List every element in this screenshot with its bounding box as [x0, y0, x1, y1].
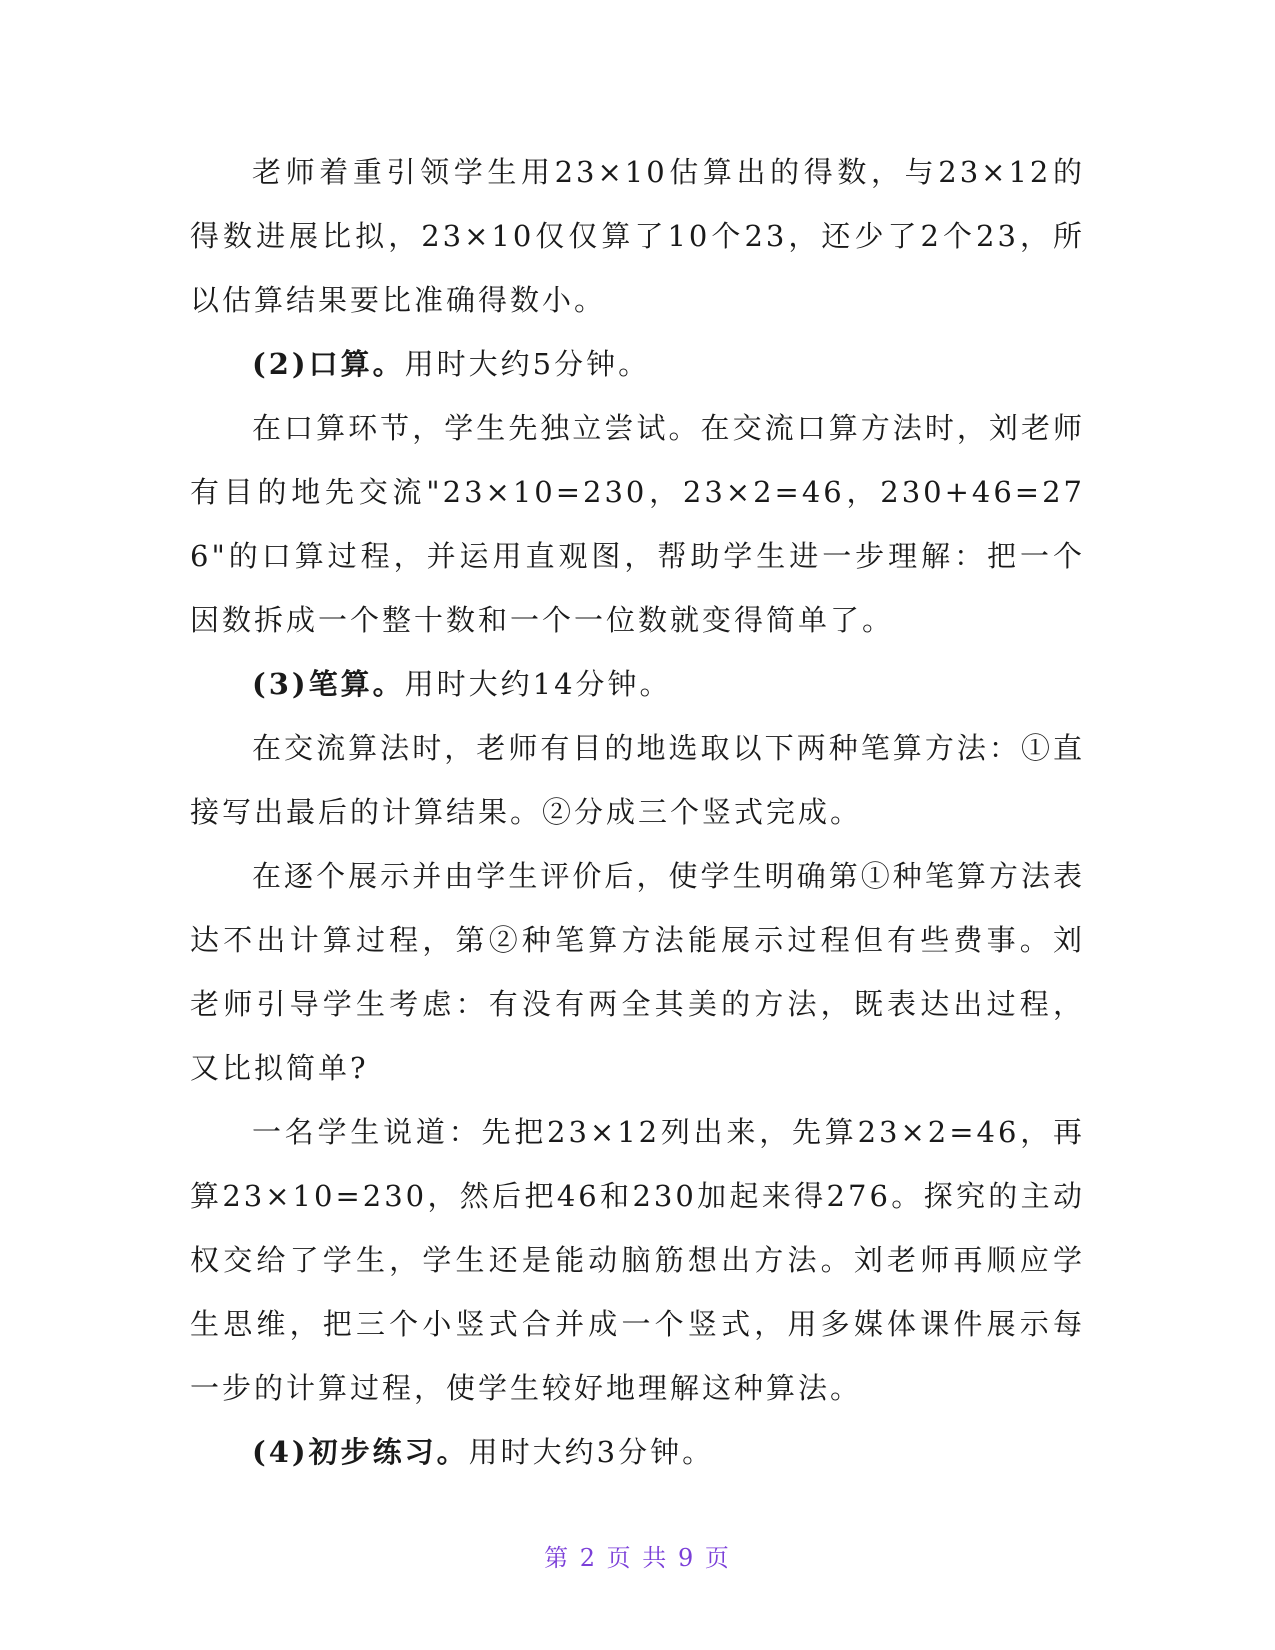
section-heading [190, 1420, 1085, 1484]
paragraph: 一名学生说道：先把23×12列出来，先算23×2=46，再算23×10=230，然后把46和230加起来得276。探究的主动权交给了学生，学生还是能动脑筋想出方法。刘老师再顺应学生思维，把三个小竖式合并成一个竖式，用多媒体课件展示每一步的计算过程，使学生较好地理解这种算法。 [190, 1115, 1085, 1405]
section-label: (4)初步练习。 [252, 1435, 469, 1469]
section-label: (3)笔算。 [252, 667, 405, 701]
paragraph: 在逐个展示并由学生评价后，使学生明确第①种笔算方法表达不出计算过程，第②种笔算方法能展示过程但有些费事。刘老师引导学生考虑：有没有两全其美的方法，既表达出过程，又比拟简单? [190, 859, 1085, 1085]
section-heading [190, 332, 1085, 396]
page-footer: 第 2 页 共 9 页 [544, 1544, 731, 1572]
section-duration: 用时大约3分钟。 [468, 1435, 715, 1469]
section-label: (2)口算。 [252, 347, 405, 381]
document-body [190, 140, 1085, 1484]
paragraph: 在口算环节，学生先独立尝试。在交流口算方法时，刘老师有目的地先交流"23×10=230，23×2=46，230+46=276"的口算过程，并运用直观图，帮助学生进一步理解：把一个因数拆成一个整十数和一个一位数就变得简单了。 [190, 411, 1085, 637]
paragraph: 在交流算法时，老师有目的地选取以下两种笔算方法：①直接写出最后的计算结果。②分成三个竖式完成。 [190, 731, 1085, 829]
section-heading [190, 652, 1085, 716]
section-duration: 用时大约5分钟。 [404, 347, 651, 381]
paragraph: 老师着重引领学生用23×10估算出的得数，与23×12的得数进展比拟，23×10仅仅算了10个23，还少了2个23，所以估算结果要比准确得数小。 [190, 155, 1085, 317]
section-duration: 用时大约14分钟。 [404, 667, 672, 701]
